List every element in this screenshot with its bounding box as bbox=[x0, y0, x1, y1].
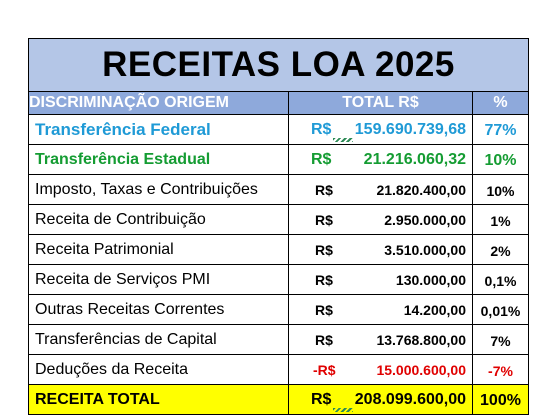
table-row bbox=[29, 265, 529, 295]
row-label: Deduções da Receita bbox=[29, 355, 289, 385]
row-percent: 77% bbox=[473, 115, 529, 145]
table-row bbox=[29, 205, 529, 235]
header-row bbox=[29, 92, 529, 115]
row-currency: R$ bbox=[315, 211, 333, 228]
header-origin: DISCRIMINAÇÃO ORIGEM bbox=[29, 92, 289, 115]
table-row bbox=[29, 355, 529, 385]
row-currency: R$ bbox=[315, 181, 333, 198]
row-label: Transferência Estadual bbox=[29, 145, 289, 175]
row-value: 15.000.600,00 bbox=[376, 361, 466, 378]
row-currency: R$ bbox=[315, 301, 333, 318]
row-total bbox=[289, 235, 473, 265]
row-total bbox=[289, 325, 473, 355]
row-total bbox=[289, 355, 473, 385]
row-currency: R$ bbox=[315, 331, 333, 348]
row-currency: R$ bbox=[315, 271, 333, 288]
row-total bbox=[289, 145, 473, 175]
table-row bbox=[29, 175, 529, 205]
row-value: 21.820.400,00 bbox=[376, 181, 466, 198]
row-currency: R$ bbox=[311, 120, 332, 138]
total-currency: R$ bbox=[311, 390, 332, 408]
row-percent: 7% bbox=[473, 325, 529, 355]
table-row bbox=[29, 115, 529, 145]
row-total bbox=[289, 265, 473, 295]
row-percent: -7% bbox=[473, 355, 529, 385]
total-label: RECEITA TOTAL bbox=[29, 385, 289, 415]
total-percent: 100% bbox=[473, 385, 529, 415]
row-percent: 1% bbox=[473, 205, 529, 235]
row-value: 3.510.000,00 bbox=[384, 241, 466, 258]
row-value: 13.768.800,00 bbox=[376, 331, 466, 348]
row-label: Receita Patrimonial bbox=[29, 235, 289, 265]
row-total bbox=[289, 175, 473, 205]
revenue-table bbox=[28, 38, 529, 415]
table-row bbox=[29, 145, 529, 175]
table-row bbox=[29, 325, 529, 355]
spellcheck-squiggle bbox=[333, 408, 353, 412]
row-value: 2.950.000,00 bbox=[384, 211, 466, 228]
row-currency: -R$ bbox=[313, 361, 336, 378]
row-currency: R$ bbox=[315, 241, 333, 258]
row-value: 159.690.739,68 bbox=[354, 120, 466, 138]
header-percent: % bbox=[473, 92, 529, 115]
table-title: RECEITAS LOA 2025 bbox=[29, 39, 529, 92]
row-percent: 10% bbox=[473, 145, 529, 175]
total-row bbox=[29, 385, 529, 415]
total-value: 208.099.600,00 bbox=[354, 390, 466, 408]
row-value: 14.200,00 bbox=[403, 301, 466, 318]
spellcheck-squiggle bbox=[333, 138, 353, 142]
row-label: Receita de Serviços PMI bbox=[29, 265, 289, 295]
row-total bbox=[289, 295, 473, 325]
total-amount bbox=[289, 385, 473, 415]
row-currency: R$ bbox=[311, 150, 332, 168]
header-total: TOTAL R$ bbox=[289, 92, 473, 115]
row-label: Transferência Federal bbox=[29, 115, 289, 145]
row-total bbox=[289, 205, 473, 235]
row-label: Receita de Contribuição bbox=[29, 205, 289, 235]
row-value: 21.216.060,32 bbox=[363, 150, 466, 168]
row-value: 130.000,00 bbox=[395, 271, 466, 288]
table-row bbox=[29, 235, 529, 265]
row-percent: 0,1% bbox=[473, 265, 529, 295]
row-label: Imposto, Taxas e Contribuições bbox=[29, 175, 289, 205]
table-row bbox=[29, 295, 529, 325]
row-label: Outras Receitas Correntes bbox=[29, 295, 289, 325]
row-percent: 10% bbox=[473, 175, 529, 205]
row-percent: 2% bbox=[473, 235, 529, 265]
row-percent: 0,01% bbox=[473, 295, 529, 325]
row-label: Transferências de Capital bbox=[29, 325, 289, 355]
row-total bbox=[289, 115, 473, 145]
